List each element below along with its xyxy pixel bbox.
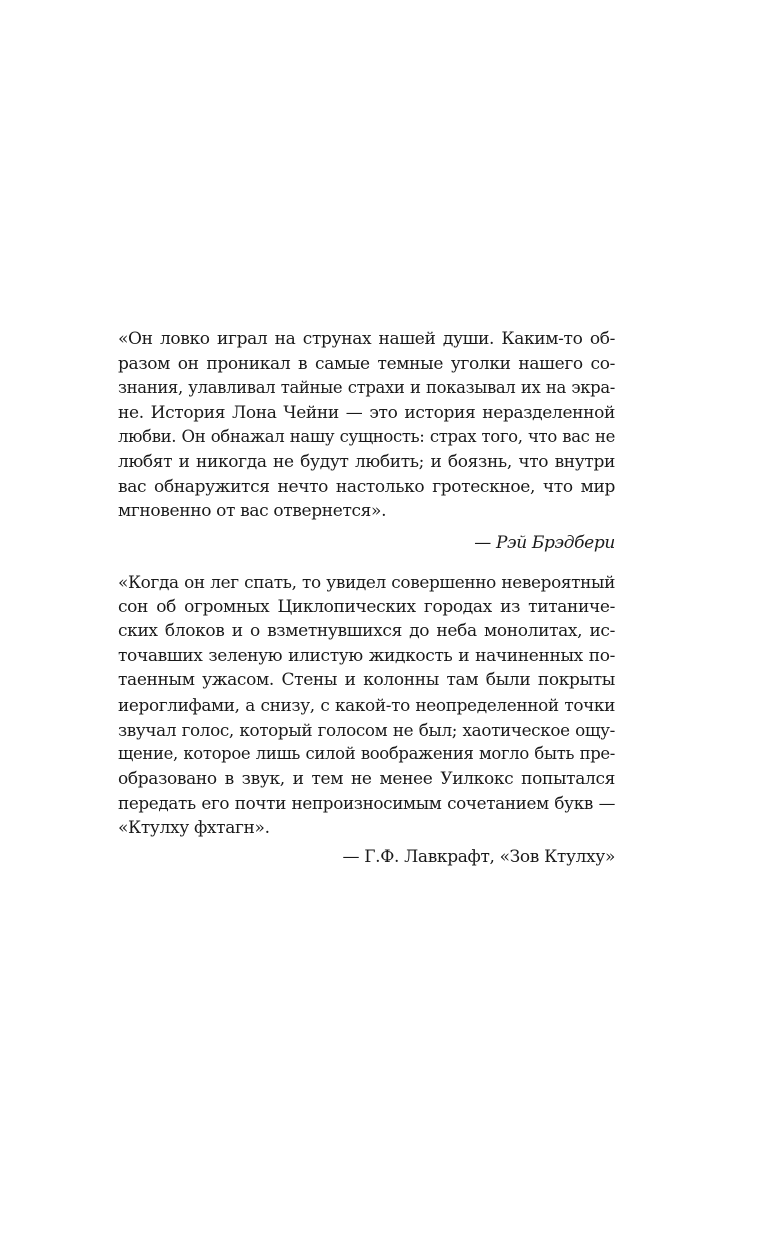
quote-line: знания, улавливал тайные страхи и показывал их на экра- — [118, 378, 615, 398]
quote-line: иероглифами, а снизу, с какой-то неопределенной точки — [118, 694, 615, 715]
quote-line: щение, которое лишь силой воображения могло быть пре- — [118, 744, 615, 764]
quote-attribution: — Г.Ф. Лавкрафт, «Зов Ктулху» — [342, 846, 615, 867]
quote-line: точавших зеленую илистую жидкость и начиненных по- — [118, 645, 615, 666]
quote-line: не. История Лона Чейни — это история неразделенной — [118, 402, 615, 423]
quote-line: передать его почти непроизносимым сочетанием букв — — [118, 793, 615, 814]
quote-line: таенным ужасом. Стены и колонны там были покрыты — [118, 670, 615, 691]
quote-line: вас обнаружится нечто настолько гротескное, что мир — [118, 476, 615, 497]
quote-line: звучал голос, который голосом не был; хаотическое ощу- — [118, 719, 615, 740]
quote-line: ских блоков и о взметнувшихся до неба монолитах, ис- — [118, 621, 615, 642]
epigraph-lovecraft — [118, 570, 615, 870]
quote-line: сон об огромных Циклопических городах из титаниче- — [118, 596, 615, 617]
quote-line: «Когда он лег спать, то увидел совершенно невероятный — [118, 572, 615, 592]
quote-line: любят и никогда не будут любить; и боязнь, что внутри — [118, 451, 615, 472]
quote-line: любви. Он обнажал нашу сущность: страх того, что вас не — [118, 427, 615, 447]
quote-line: «Он ловко играл на струнах нашей души. Каким-то об- — [118, 329, 615, 349]
quote-line: разом он проникал в самые темные уголки нашего со- — [118, 353, 615, 374]
quote-attribution: — Рэй Брэдбери — [474, 532, 615, 553]
quote-line: мгновенно от вас отвернется». — [118, 501, 387, 522]
quote-line: образовано в звук, и тем не менее Уилкокс попытался — [118, 768, 615, 789]
quote-line: «Ктулху фхтагн». — [118, 817, 270, 838]
epigraph-bradbury — [118, 327, 615, 556]
